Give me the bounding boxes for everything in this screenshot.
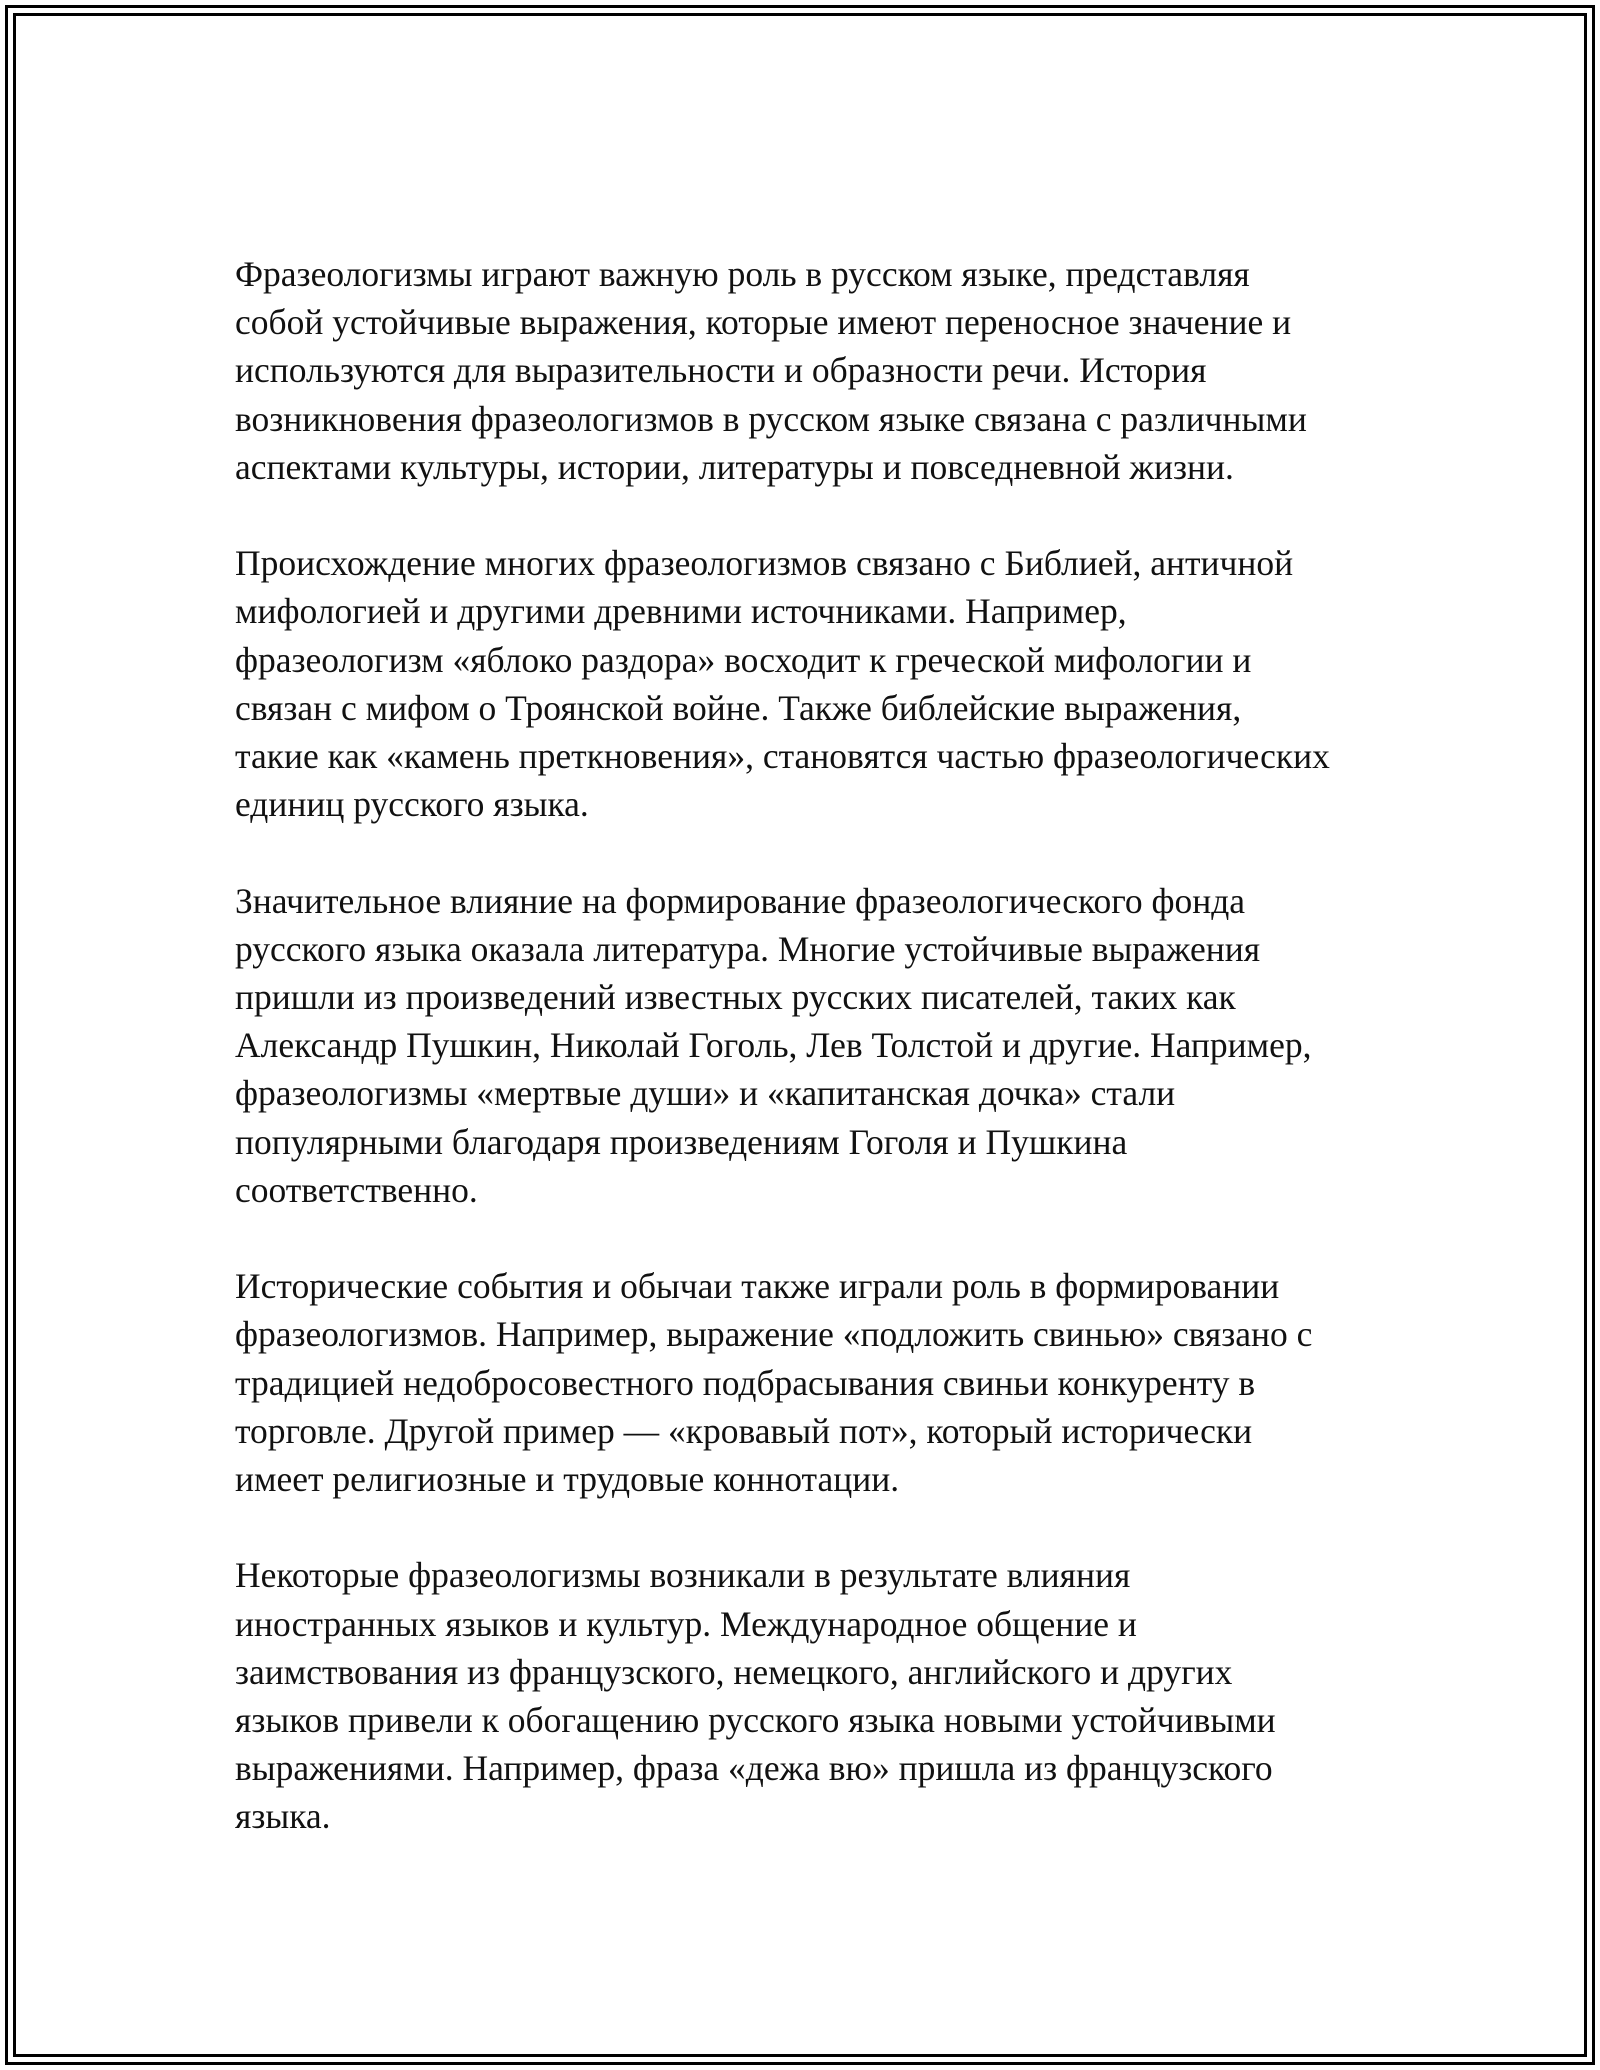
paragraph-literature: Значительное влияние на формирование фразеологического фонда русского языка оказала литература. Многие устойчивые выражения пришли из произведений известных русских писателей, таких как Александр Пушкин, Николай Гоголь, Лев Толстой и другие. Например, фразеологизмы «мертвые души» и «капитанская дочка» стали популярными благодаря произведениям Гоголя и Пушкина соответственно. <box>235 880 1312 1210</box>
paragraph-foreign-influence: Некоторые фразеологизмы возникали в результате влияния иностранных языков и культур. Международное общение и заимствования из французского, немецкого, английского и других языков привели к обогащению русского языка новыми устойчивыми выражениями. Например, фраза «дежа вю» пришла из французского языка. <box>235 1555 1276 1837</box>
paragraph-ancient-sources: Происхождение многих фразеологизмов связано с Библией, античной мифологией и другими древними источниками. Например, фразеологизм «яблоко раздора» восходит к греческой мифологии и связан с мифом о Троянской войне. Также библейские выражения, такие как «камень преткновения», становятся частью фразеологических единиц русского языка. <box>235 543 1330 825</box>
paragraph-history-customs: Исторические события и обычаи также играли роль в формировании фразеологизмов. Например, выражение «подложить свинью» связано с традицией недобросовестного подбрасывания свиньи конкуренту в торговле. Другой пример — «кровавый пот», который исторически имеет религиозные и трудовые коннотации. <box>235 1266 1313 1500</box>
document-body <box>235 250 1385 1889</box>
paragraph-intro: Фразеологизмы играют важную роль в русском языке, представляя собой устойчивые выражения, которые имеют переносное значение и используются для выразительности и образности речи. История возникновения фразеологизмов в русском языке связана с различными аспектами культуры, истории, литературы и повседневной жизни. <box>235 254 1307 487</box>
